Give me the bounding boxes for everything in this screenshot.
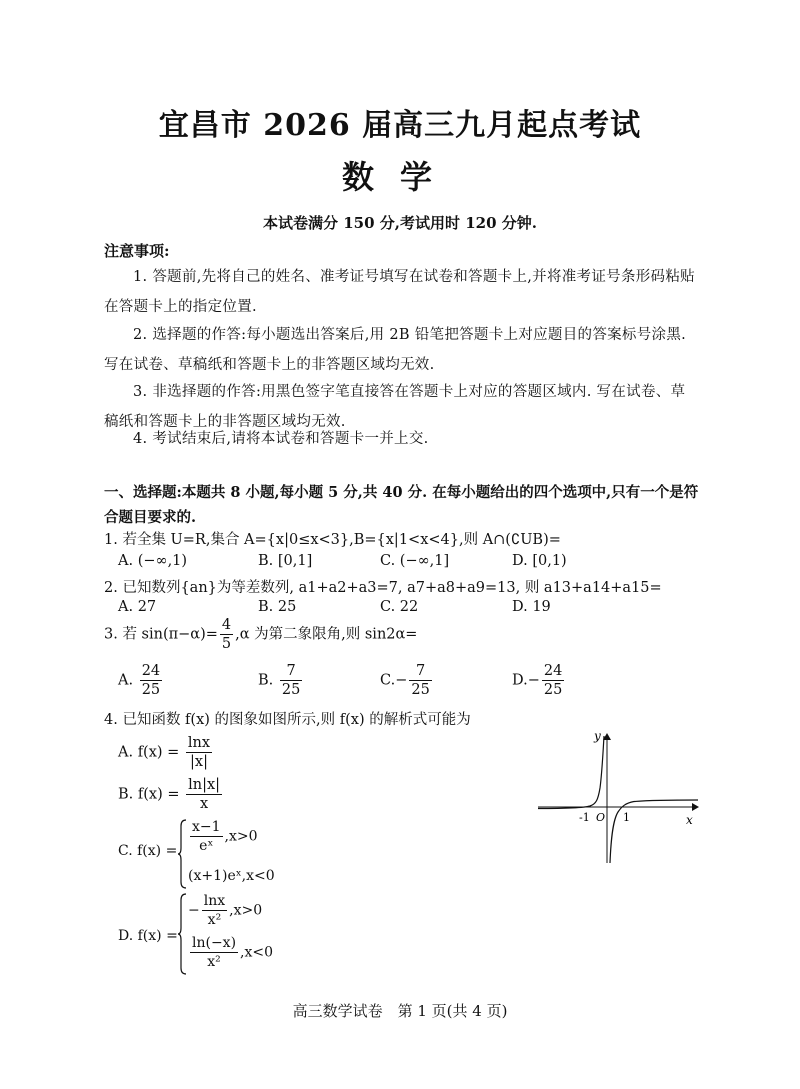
q3-option-d [512,662,566,699]
notice-item-2: 2. 选择题的作答:每小题选出答案后,用 2B 铅笔把答题卡上对应题目的答案标号涂黑. 写在试卷、草稿纸和答题卡上的非答题区域均无效. [104,327,687,373]
q4-option-a-fraction [186,734,212,771]
q4-option-c-piece-2: (x+1)eˣ,x<0 [188,868,275,884]
q4-option-d-brace [178,892,188,976]
question-3-stem [104,616,417,653]
q4-option-d-piece-2 [188,934,273,971]
q2-option-d: D. 19 [512,599,551,615]
q4-option-b-label: B. f(x) = [118,786,180,803]
q4-option-a-label: A. f(x) = [118,744,180,761]
y-axis-label: y [594,729,601,743]
q3-option-c-num: 7 [409,662,431,681]
q3-option-a-label: A. [118,672,134,689]
q3-option-d-num: 24 [543,663,563,679]
q4-option-d-p2-num: ln(−x) [192,935,237,951]
q4-option-b-num: ln|x| [188,777,221,793]
section-heading: 一、选择题:本题共 8 小题,每小题 5 分,共 40 分. 在每小题给出的四个选项中,只有一个是符合题目要求的. [104,484,699,526]
q2-option-a: A. 27 [118,599,157,615]
q1-option-d: D. [0,1) [512,553,567,569]
notice-item-1: 1. 答题前,先将自己的姓名、准考证号填写在试卷和答题卡上,并将准考证号条形码粘贴在答题卡上的指定位置. [104,269,695,315]
q1-option-a: A. (−∞,1) [118,553,188,569]
notice-item-3: 3. 非选择题的作答:用黑色签字笔直接答在答题卡上对应的答题区域内. 写在试卷、草稿纸和答题卡上的非答题区域均无效. [104,384,686,430]
q3-option-a-den: 25 [141,682,161,698]
q3-option-c [380,662,434,699]
function-graph [538,728,708,868]
q4-option-b-fraction [186,776,222,813]
q4-option-c-p1-fraction [190,818,223,855]
q4-option-d-p1-cond: ,x>0 [229,902,263,919]
subject-title: 数学 [341,158,458,196]
q4-option-c-label: C. f(x) = [118,843,178,859]
question-2-stem: 2. 已知数列{an}为等差数列, a1+a2+a3=7, a7+a8+a9=13, 则 a13+a14+a15= [104,580,662,596]
q3-option-b-num: 7 [280,662,302,681]
q3-fraction [220,616,233,653]
q3-frac-den: 5 [221,636,232,652]
q3-option-c-den: 25 [411,682,430,698]
q4-option-c-brace [178,818,188,890]
exam-title: 宜昌市 2026 届高三九月起点考试 [158,108,642,143]
q3-option-c-fraction [409,662,431,699]
q4-option-c-p1-cond: ,x>0 [224,828,258,845]
q4-option-b [118,776,224,813]
q3-option-a-num: 24 [141,663,161,679]
q4-option-d-p1-num: lnx [203,893,226,909]
q4-option-c-piece-1 [188,818,258,855]
q1-option-c: C. (−∞,1] [380,553,450,569]
page-footer: 高三数学试卷 第 1 页(共 4 页) [292,1002,508,1020]
q2-option-c: C. 22 [380,599,419,615]
q4-option-d-label: D. f(x) = [118,928,178,944]
q3-option-d-den: 25 [543,682,563,698]
q3-stem-pre: 3. 若 sin(π−α)= [104,626,218,643]
question-1-stem: 1. 若全集 U=R,集合 A={x|0≤x<3},B={x|1<x<4},则 A∩(∁UB)= [104,532,561,548]
q4-option-a-den: |x| [190,754,208,770]
question-4-stem: 4. 已知函数 f(x) 的图象如图所示,则 f(x) 的解析式可能为 [104,712,471,728]
q1-option-b: B. [0,1] [258,553,313,569]
tick-label-neg-1: -1 [579,811,590,824]
q3-option-a-fraction [140,662,162,699]
q4-option-d-p1-den: x² [207,912,222,928]
q4-option-a [118,734,214,771]
q2-option-b: B. 25 [258,599,297,615]
q3-option-d-sign: − [527,672,540,689]
q3-option-b-fraction [280,662,302,699]
q4-option-d-piece-1 [188,892,262,929]
q4-option-d-p2-den: x² [207,954,221,970]
exam-meta: 本试卷满分 150 分,考试用时 120 分钟. [263,214,537,232]
origin-label: O [596,811,606,824]
q3-option-b [258,662,304,699]
q4-option-a-num: lnx [187,735,211,751]
q3-option-d-label: D. [512,672,528,689]
q4-option-b-den: x [199,796,209,812]
q3-option-c-label: C. [380,672,396,689]
x-axis-label: x [686,813,693,827]
q4-option-d-p2-fraction [190,934,238,971]
q3-option-b-label: B. [258,672,274,689]
q4-option-d-p1-sign: − [188,902,200,919]
q4-option-d-p1-fraction [202,892,227,929]
q3-option-a [118,662,164,699]
q4-option-c-p1-den: eˣ [199,838,214,854]
notice-heading: 注意事项: [104,242,170,260]
curve-right-branch [610,800,698,863]
q3-option-c-sign: − [395,672,408,689]
q4-option-c-p1-num: x−1 [192,819,221,835]
q3-stem-post: ,α 为第二象限角,则 sin2α= [235,626,418,643]
notice-item-4: 4. 考试结束后,请将本试卷和答题卡一并上交. [133,431,429,447]
curve-left-branch [538,736,604,809]
q3-option-d-fraction [542,662,564,699]
q4-option-d-p2-cond: ,x<0 [240,944,274,961]
tick-label-1: 1 [623,811,630,824]
q3-option-b-den: 25 [281,682,301,698]
q3-frac-num: 4 [221,617,232,633]
